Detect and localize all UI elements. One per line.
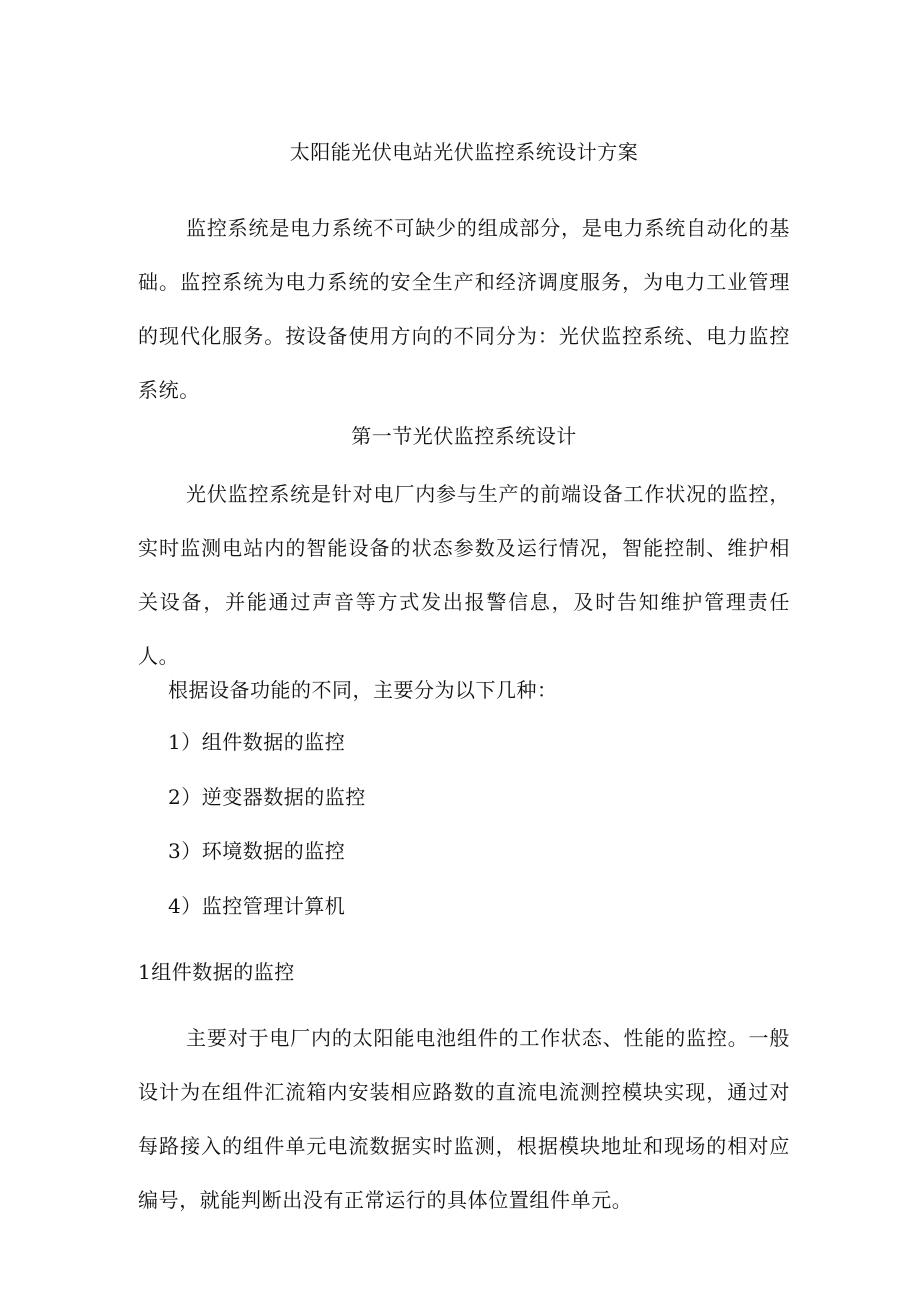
document-title: 太阳能光伏电站光伏监控系统设计方案: [289, 140, 639, 164]
list-item: 3）环境数据的监控: [168, 839, 346, 863]
section-paragraph: 光伏监控系统是针对电厂内参与生产的前端设备工作状况的监控，实时监测电站内的智能设备的状态参数及运行情况，智能控制、维护相关设备，并能通过声音等方式发出报警信息，及时告知维护管理责任人。: [138, 482, 790, 668]
section-title: 第一节光伏监控系统设计: [351, 424, 577, 448]
list-intro: 根据设备功能的不同，主要分为以下几种：: [168, 678, 558, 702]
intro-paragraph: 监控系统是电力系统不可缺少的组成部分，是电力系统自动化的基础。监控系统为电力系统的安全生产和经济调度服务，为电力工业管理的现代化服务。按设备使用方向的不同分为：光伏监控系统、电力监控系统。: [138, 216, 790, 402]
subsection-title: 1组件数据的监控: [138, 960, 295, 984]
subsection-paragraph: 主要对于电厂内的太阳能电池组件的工作状态、性能的监控。一般设计为在组件汇流箱内安装相应路数的直流电流测控模块实现，通过对每路接入的组件单元电流数据实时监测，根据模块地址和现场的相对应编号，就能判断出没有正常运行的具体位置组件单元。: [138, 1026, 790, 1212]
list-item: 4）监控管理计算机: [168, 894, 346, 918]
list-item: 1）组件数据的监控: [168, 730, 346, 754]
list-item: 2）逆变器数据的监控: [168, 785, 366, 809]
